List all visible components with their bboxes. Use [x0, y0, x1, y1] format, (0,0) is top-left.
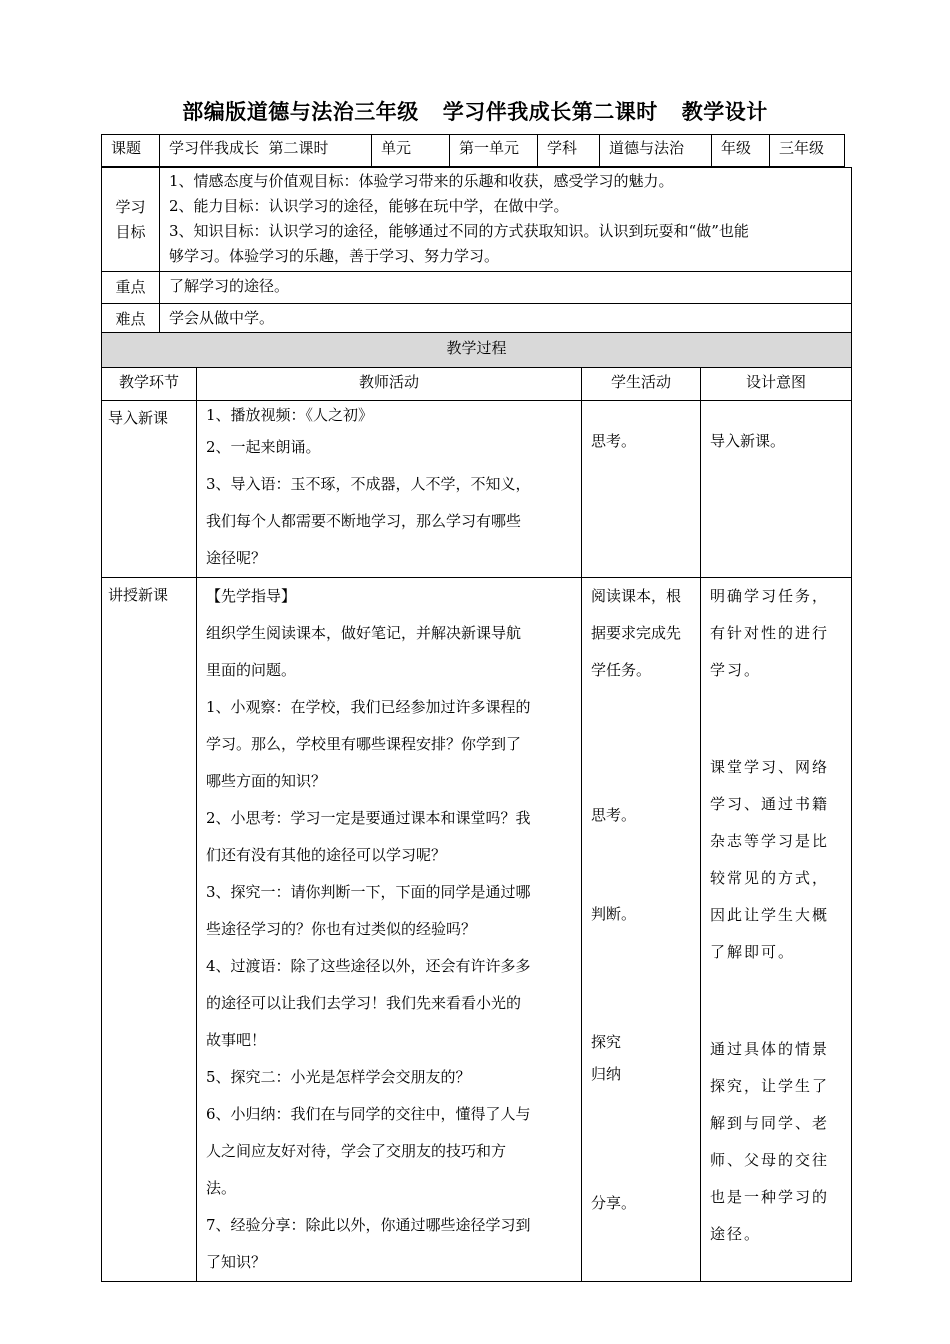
- teacher-line: 哪些方面的知识？: [206, 772, 327, 790]
- objective-line: 3、知识目标：认识学习的途径，能够通过不同的方式获取知识。认识到玩耍和“做”也能: [169, 222, 749, 240]
- difficulty-label: 难点: [102, 304, 160, 336]
- header-student: 学生活动: [582, 368, 701, 401]
- teacher-line: 些途径学习的？你也有过类似的经验吗？: [206, 920, 477, 938]
- title-part-1: 部编版道德与法治三年级: [182, 99, 419, 124]
- objective-line: 2、能力目标：认识学习的途径，能够在玩中学，在做中学。: [169, 197, 569, 215]
- intent-line: 杂志等学习是比: [710, 832, 830, 850]
- teacher-line: 我们每个人都需要不断地学习，那么学习有哪些: [206, 512, 522, 530]
- intent-line: 明确学习任务，: [710, 587, 830, 605]
- student-line: 判断。: [591, 905, 637, 923]
- student-line: 归纳: [591, 1065, 622, 1083]
- header-teacher: 教师活动: [197, 368, 582, 401]
- teacher-line: 【先学指导】: [206, 587, 297, 605]
- student-line: 学任务。: [591, 661, 652, 679]
- process-title: 教学过程: [102, 333, 852, 368]
- title-part-3: 教学设计: [681, 99, 768, 124]
- teacher-line: 2、一起来朗诵。: [206, 438, 321, 456]
- header-intent: 设计意图: [701, 368, 852, 401]
- teach-teacher-activity: [197, 578, 582, 1282]
- intent-line: 有针对性的进行: [710, 624, 830, 642]
- objectives-row: [102, 168, 852, 272]
- subject-value: 道德与法治: [600, 135, 712, 167]
- topic-value: 学习伴我成长 第二课时: [160, 135, 372, 167]
- header-stage: 教学环节: [102, 368, 197, 401]
- teacher-line: 了知识？: [206, 1253, 267, 1271]
- teacher-line: 7、经验分享：除此以外，你通过哪些途径学习到: [206, 1216, 531, 1234]
- subject-label: 学科: [538, 135, 600, 167]
- intent-line: 解到与同学、老: [710, 1114, 830, 1132]
- intro-teacher-activity: [197, 401, 582, 578]
- teach-stage: 讲授新课: [102, 578, 197, 1282]
- teacher-line: 里面的问题。: [206, 661, 297, 679]
- teach-row: [102, 578, 852, 1282]
- key-point-value: 了解学习的途径。: [160, 272, 852, 304]
- student-line: 阅读课本，根: [591, 587, 682, 605]
- title-part-2: 学习伴我成长第二课时: [442, 99, 658, 124]
- difficulty-row: [102, 304, 852, 336]
- teach-design-intent: [701, 578, 852, 1282]
- student-line: 探究: [591, 1033, 622, 1051]
- intent-line: 师、父母的交往: [710, 1151, 830, 1169]
- intent-line: 学习、通过书籍: [710, 795, 830, 813]
- teacher-line: 法。: [206, 1179, 237, 1197]
- teacher-line: 1、小观察：在学校，我们已经参加过许多课程的: [206, 698, 531, 716]
- intro-stage: 导入新课: [102, 401, 197, 578]
- grade-label: 年级: [712, 135, 770, 167]
- objectives-label: [102, 168, 160, 272]
- teacher-line: 学习。那么，学校里有哪些课程安排？你学到了: [206, 735, 522, 753]
- intent-line: 课堂学习、网络: [710, 758, 830, 776]
- intent-line: 了解即可。: [710, 943, 796, 961]
- document-title: [0, 96, 950, 126]
- process-title-row: [102, 333, 852, 368]
- process-table: [101, 332, 852, 1282]
- intent-line: 通过具体的情景: [710, 1040, 830, 1058]
- student-line: 据要求完成先: [591, 624, 682, 642]
- teacher-line: 3、探究一：请你判断一下，下面的同学是通过哪: [206, 883, 531, 901]
- intent-line: 途径。: [710, 1225, 762, 1243]
- intent-line: 也是一种学习的: [710, 1188, 830, 1206]
- teach-student-activity: [582, 578, 701, 1282]
- teacher-line: 4、过渡语：除了这些途径以外，还会有许许多多: [206, 957, 531, 975]
- unit-label: 单元: [372, 135, 450, 167]
- teacher-line: 1、播放视频：《人之初》: [206, 406, 374, 424]
- objectives-table: [101, 167, 852, 336]
- key-point-label: 重点: [102, 272, 160, 304]
- objectives-label-line-1: 学习: [115, 197, 146, 216]
- student-line: 分享。: [591, 1194, 637, 1212]
- intent-line: 学习。: [710, 661, 762, 679]
- grade-value: 三年级: [770, 135, 845, 167]
- intro-row: [102, 401, 852, 578]
- teacher-line: 2、小思考：学习一定是要通过课本和课堂吗？我: [206, 809, 531, 827]
- teacher-line: 故事吧！: [206, 1031, 267, 1049]
- intent-line: 探究，让学生了: [710, 1077, 830, 1095]
- intent-text: 导入新课。: [710, 432, 786, 450]
- teacher-line: 人之间应友好对待，学会了交朋友的技巧和方: [206, 1142, 507, 1160]
- intro-design-intent: [701, 401, 852, 578]
- teacher-line: 6、小归纳：我们在与同学的交往中，懂得了人与: [206, 1105, 531, 1123]
- difficulty-value: 学会从做中学。: [160, 304, 852, 336]
- objectives-label-line-2: 目标: [115, 222, 146, 241]
- intent-line: 因此让学生大概: [710, 906, 830, 924]
- teacher-line: 们还有没有其他的途径可以学习呢？: [206, 846, 447, 864]
- teacher-line: 途径呢？: [206, 549, 267, 567]
- intent-line: 较常见的方式，: [710, 869, 830, 887]
- teacher-line: 3、导入语：玉不琢，不成器，人不学，不知义，: [206, 475, 531, 493]
- teacher-line: 组织学生阅读课本，做好笔记，并解决新课导航: [206, 624, 522, 642]
- objective-line: 1、情感态度与价值观目标：体验学习带来的乐趣和收获，感受学习的魅力。: [169, 172, 674, 190]
- objective-line: 够学习。体验学习的乐趣，善于学习、努力学习。: [169, 247, 500, 265]
- unit-value: 第一单元: [450, 135, 538, 167]
- teacher-line: 的途径可以让我们去学习！我们先来看看小光的: [206, 994, 522, 1012]
- student-text: 思考。: [591, 432, 637, 450]
- process-header-row: [102, 368, 852, 401]
- intro-student-activity: [582, 401, 701, 578]
- topic-label: 课题: [102, 135, 160, 167]
- student-line: 思考。: [591, 806, 637, 824]
- key-point-row: [102, 272, 852, 304]
- teacher-line: 5、探究二：小光是怎样学会交朋友的？: [206, 1068, 471, 1086]
- course-info-table: [101, 134, 845, 167]
- course-info-row: [102, 135, 845, 167]
- objectives-content: [160, 168, 852, 272]
